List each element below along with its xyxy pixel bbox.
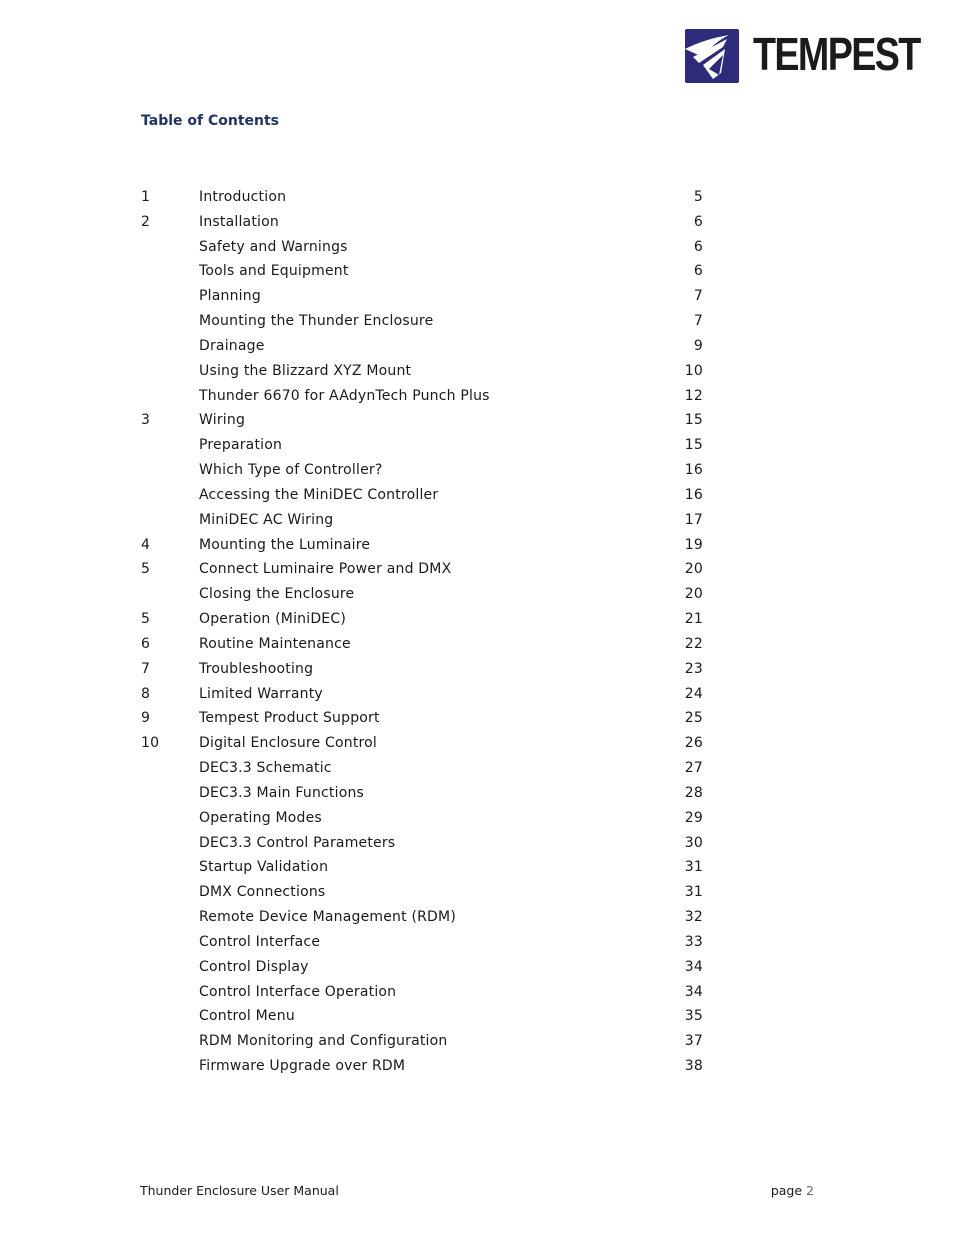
toc-entry-page: 26 bbox=[684, 735, 703, 752]
toc-entry-title[interactable]: Installation bbox=[199, 213, 279, 230]
toc-entry[interactable] bbox=[141, 433, 703, 458]
toc-entry-page: 20 bbox=[684, 586, 703, 603]
toc-entry-title[interactable]: Remote Device Management (RDM) bbox=[199, 909, 456, 926]
toc-entry-number: 2 bbox=[141, 213, 151, 230]
toc-entry-title[interactable]: Troubleshooting bbox=[199, 660, 314, 677]
toc-entry-title[interactable]: Wiring bbox=[199, 412, 246, 429]
tempest-logo bbox=[683, 27, 923, 85]
toc-entry-page: 23 bbox=[684, 660, 703, 677]
toc-entry-page: 20 bbox=[684, 561, 703, 578]
tempest-logo-mark-icon bbox=[683, 27, 741, 85]
toc-entry[interactable] bbox=[141, 955, 703, 980]
toc-entry-title[interactable]: Safety and Warnings bbox=[199, 238, 348, 255]
toc-entry[interactable] bbox=[141, 706, 703, 731]
toc-entry-title[interactable]: MiniDEC AC Wiring bbox=[199, 511, 334, 528]
toc-entry[interactable] bbox=[141, 284, 703, 309]
footer-page-number: 2 bbox=[806, 1183, 814, 1198]
toc-entry-title[interactable]: Using the Blizzard XYZ Mount bbox=[199, 362, 412, 379]
toc-entry[interactable] bbox=[141, 756, 703, 781]
toc-entry-number: 3 bbox=[141, 412, 151, 429]
toc-entry-page: 12 bbox=[684, 387, 703, 404]
toc-entry[interactable] bbox=[141, 408, 703, 433]
toc-entry[interactable] bbox=[141, 259, 703, 284]
toc-entry[interactable] bbox=[141, 980, 703, 1005]
toc-entry[interactable] bbox=[141, 359, 703, 384]
toc-entry[interactable] bbox=[141, 235, 703, 260]
footer-page bbox=[771, 1183, 814, 1198]
toc-entry-title[interactable]: Control Display bbox=[199, 958, 309, 975]
toc-entry-page: 37 bbox=[684, 1033, 703, 1050]
toc-entry-page: 31 bbox=[684, 859, 703, 876]
toc-entry[interactable] bbox=[141, 185, 703, 210]
toc-entry-title[interactable]: Tools and Equipment bbox=[199, 263, 349, 280]
toc-entry-number: 10 bbox=[141, 735, 160, 752]
toc-entry-title[interactable]: Mounting the Luminaire bbox=[199, 536, 371, 553]
toc-entry[interactable] bbox=[141, 483, 703, 508]
toc-entry-page: 38 bbox=[684, 1057, 703, 1074]
toc-entry-title[interactable]: Tempest Product Support bbox=[199, 710, 380, 727]
toc-entry[interactable] bbox=[141, 905, 703, 930]
toc-entry-title[interactable]: Limited Warranty bbox=[199, 685, 323, 702]
toc-entry-title[interactable]: Control Interface Operation bbox=[199, 983, 397, 1000]
toc-entry-page: 6 bbox=[693, 238, 703, 255]
toc-entry-page: 7 bbox=[693, 313, 703, 330]
table-of-contents bbox=[141, 185, 703, 1079]
footer-document-title: Thunder Enclosure User Manual bbox=[140, 1183, 339, 1198]
toc-entry-title[interactable]: Thunder 6670 for AAdynTech Punch Plus bbox=[199, 387, 490, 404]
brand-name: TEMPEST bbox=[753, 28, 920, 80]
toc-entry-title[interactable]: RDM Monitoring and Configuration bbox=[199, 1033, 448, 1050]
toc-entry-page: 32 bbox=[684, 909, 703, 926]
toc-entry-title[interactable]: Startup Validation bbox=[199, 859, 329, 876]
toc-entry-page: 34 bbox=[684, 983, 703, 1000]
toc-entry-number: 1 bbox=[141, 189, 151, 205]
toc-entry-page: 25 bbox=[684, 710, 703, 727]
toc-entry-title[interactable]: Closing the Enclosure bbox=[199, 586, 355, 603]
toc-entry-title[interactable]: Introduction bbox=[199, 189, 287, 205]
toc-entry[interactable] bbox=[141, 1004, 703, 1029]
toc-entry[interactable] bbox=[141, 458, 703, 483]
toc-entry[interactable] bbox=[141, 657, 703, 682]
toc-entry[interactable] bbox=[141, 309, 703, 334]
footer-page-label: page bbox=[770, 1183, 803, 1198]
toc-entry-title[interactable]: Accessing the MiniDEC Controller bbox=[199, 486, 439, 503]
toc-entry-page: 22 bbox=[684, 635, 703, 652]
toc-entry-title[interactable]: DMX Connections bbox=[199, 884, 326, 901]
toc-entry-number: 4 bbox=[141, 536, 151, 553]
toc-entry-title[interactable]: Firmware Upgrade over RDM bbox=[199, 1057, 406, 1074]
toc-entry-page: 28 bbox=[684, 784, 703, 801]
toc-entry-page: 27 bbox=[684, 760, 703, 777]
toc-entry-number: 9 bbox=[141, 710, 151, 727]
toc-entry-page: 6 bbox=[693, 263, 703, 280]
toc-entry[interactable] bbox=[141, 508, 703, 533]
toc-entry[interactable] bbox=[141, 682, 703, 707]
toc-entry[interactable] bbox=[141, 731, 703, 756]
toc-entry-title[interactable]: Control Menu bbox=[199, 1008, 295, 1025]
toc-entry-number: 6 bbox=[141, 635, 151, 652]
toc-entry[interactable] bbox=[141, 781, 703, 806]
toc-entry[interactable] bbox=[141, 607, 703, 632]
toc-entry-title[interactable]: Control Interface bbox=[199, 933, 321, 950]
toc-entry-number: 8 bbox=[141, 685, 151, 702]
toc-entry-page: 6 bbox=[693, 213, 703, 230]
toc-entry-page: 17 bbox=[684, 511, 703, 528]
toc-entry-page: 24 bbox=[684, 685, 703, 702]
toc-entry-title[interactable]: DEC3.3 Control Parameters bbox=[199, 834, 396, 851]
toc-entry[interactable] bbox=[141, 210, 703, 235]
toc-entry-page: 10 bbox=[684, 362, 703, 379]
page-title: Table of Contents bbox=[141, 113, 280, 129]
toc-entry[interactable] bbox=[141, 632, 703, 657]
toc-entry[interactable] bbox=[141, 533, 703, 558]
toc-entry[interactable] bbox=[141, 582, 703, 607]
toc-entry-title[interactable]: Operating Modes bbox=[199, 809, 322, 826]
toc-entry-title[interactable]: Planning bbox=[199, 288, 261, 305]
toc-entry-page: 21 bbox=[684, 611, 703, 628]
toc-entry-page: 30 bbox=[684, 834, 703, 851]
toc-entry-title[interactable]: DEC3.3 Main Functions bbox=[199, 784, 365, 801]
toc-entry-title[interactable]: Drainage bbox=[199, 337, 265, 354]
toc-entry-page: 31 bbox=[684, 884, 703, 901]
toc-entry-page: 15 bbox=[684, 412, 703, 429]
toc-entry[interactable] bbox=[141, 384, 703, 409]
toc-entry[interactable] bbox=[141, 806, 703, 831]
toc-entry-page: 34 bbox=[684, 958, 703, 975]
toc-entry-page: 29 bbox=[684, 809, 703, 826]
toc-entry-page: 7 bbox=[693, 288, 703, 305]
toc-entry-title[interactable]: Mounting the Thunder Enclosure bbox=[199, 313, 434, 330]
toc-entry-number: 7 bbox=[141, 660, 151, 677]
toc-entry-page: 33 bbox=[684, 933, 703, 950]
toc-entry-title[interactable]: Routine Maintenance bbox=[199, 635, 351, 652]
toc-entry-number: 5 bbox=[141, 611, 151, 628]
toc-entry[interactable] bbox=[141, 831, 703, 856]
toc-entry[interactable] bbox=[141, 855, 703, 880]
toc-entry-page: 9 bbox=[693, 337, 703, 354]
toc-entry-page: 5 bbox=[693, 189, 703, 205]
toc-entry-number: 5 bbox=[141, 561, 151, 578]
toc-entry[interactable] bbox=[141, 930, 703, 955]
toc-entry-title[interactable]: Preparation bbox=[199, 437, 283, 454]
toc-entry-page: 16 bbox=[684, 486, 703, 503]
toc-entry-title[interactable]: Which Type of Controller? bbox=[199, 462, 383, 479]
toc-entry[interactable] bbox=[141, 334, 703, 359]
toc-entry-title[interactable]: DEC3.3 Schematic bbox=[199, 760, 332, 777]
toc-entry[interactable] bbox=[141, 557, 703, 582]
toc-entry-title[interactable]: Digital Enclosure Control bbox=[199, 735, 378, 752]
toc-entry-page: 16 bbox=[684, 462, 703, 479]
toc-entry[interactable] bbox=[141, 1054, 703, 1079]
toc-entry-title[interactable]: Operation (MiniDEC) bbox=[199, 611, 346, 628]
toc-entry[interactable] bbox=[141, 880, 703, 905]
toc-entry[interactable] bbox=[141, 1029, 703, 1054]
toc-entry-title[interactable]: Connect Luminaire Power and DMX bbox=[199, 561, 452, 578]
toc-entry-page: 19 bbox=[684, 536, 703, 553]
toc-entry-page: 15 bbox=[684, 437, 703, 454]
toc-entry-page: 35 bbox=[684, 1008, 703, 1025]
